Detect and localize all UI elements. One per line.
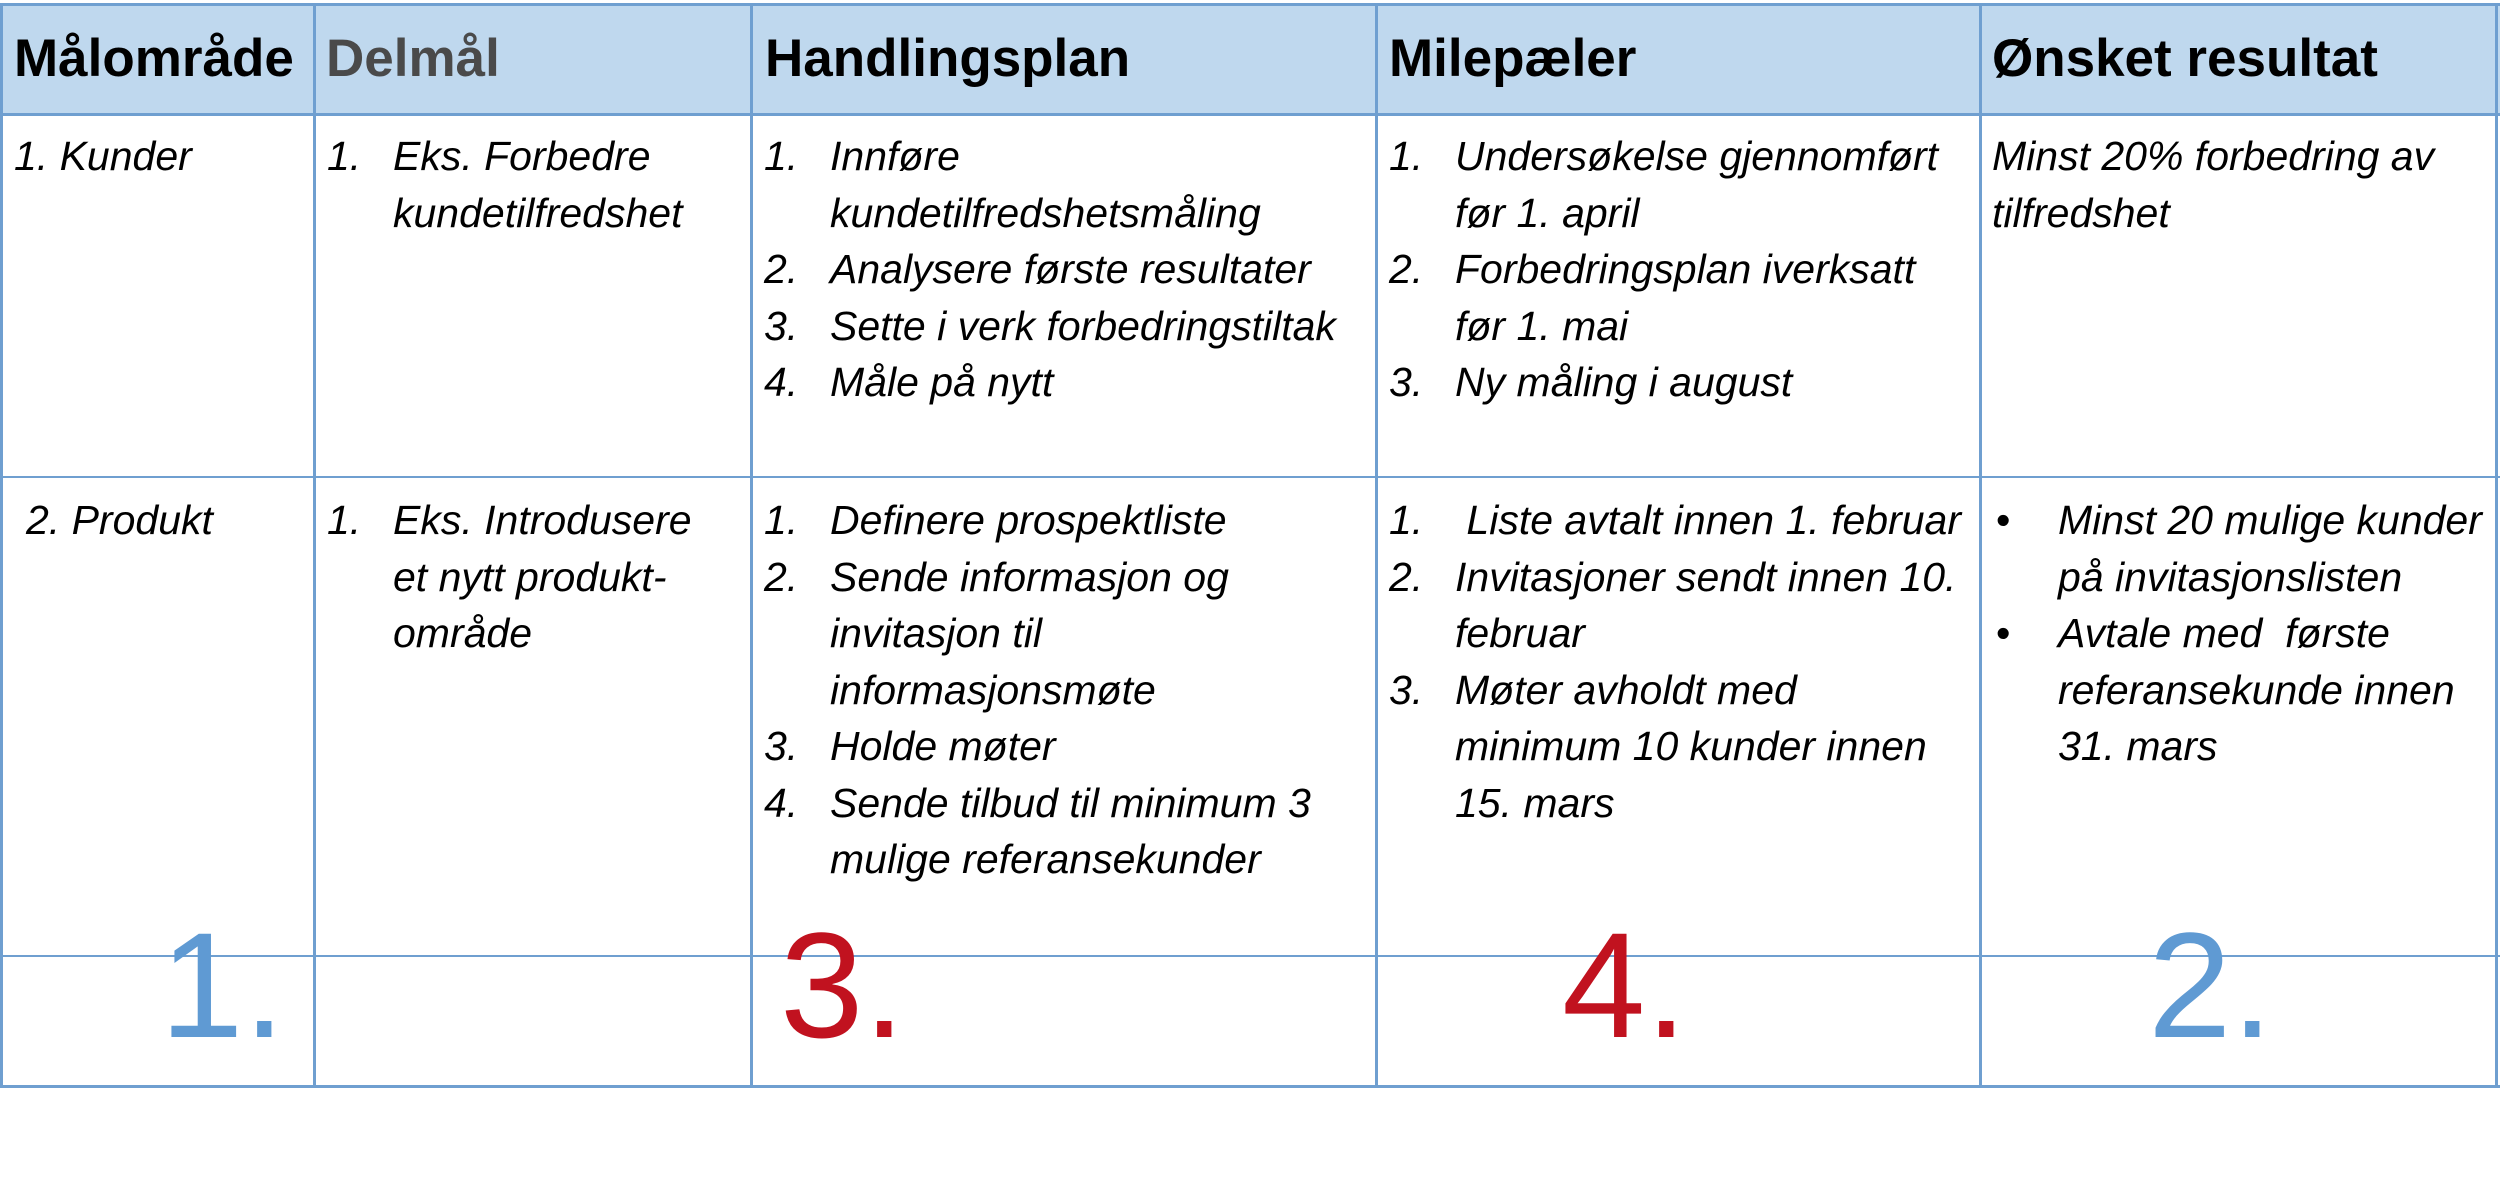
- list-item: 3. Ny måling i august: [1389, 359, 1793, 405]
- row1-goals-cell: [327, 128, 727, 241]
- row2-milestones-cell: [1389, 492, 1974, 831]
- list-item: 4. Måle på nytt: [764, 359, 1054, 405]
- list-item: 3. Møter avholdt med minimum 10 kunder innen 15. mars: [1389, 666, 1927, 826]
- list-item: 1. Innføre kundetilfredshetsmåling: [764, 133, 1261, 236]
- list-item: 1. Liste avtalt innen 1. februar: [1389, 497, 1961, 543]
- list-item: 1. Definere prospektliste: [764, 497, 1227, 543]
- list-item: 1. Undersøkelse gjennomført før 1. april: [1389, 133, 1939, 236]
- grid-line: [0, 3, 3, 1088]
- header-malomrade: Målområde: [14, 29, 294, 88]
- grid-line: [1979, 3, 1982, 1088]
- header-onsket-resultat: Ønsket resultat: [1992, 29, 2378, 88]
- row2-goals-cell: [327, 492, 727, 662]
- row1-area: 1. Kunder: [14, 133, 192, 179]
- order-number-2: 2.: [2148, 901, 2274, 1069]
- grid-line: [750, 3, 753, 1088]
- grid-line: [0, 476, 2500, 478]
- list-item: 3. Sette i verk forbedringstiltak: [764, 302, 1336, 349]
- row2-area: 2. Produkt: [26, 497, 213, 543]
- list-item: 2. Analysere første resultater: [764, 246, 1311, 292]
- order-number-1: 1.: [160, 901, 286, 1069]
- list-item: 2. Forbedringsplan iverksatt før 1. mai: [1389, 246, 1916, 349]
- list-item: 4. Sende tilbud til minimum 3 mulige referansekunder: [764, 779, 1311, 882]
- list-item: 1. Eks. Forbedre kundetilfredshet: [327, 133, 683, 236]
- list-item: 1. Eks. Introdusere et nytt produkt-område: [327, 497, 692, 656]
- grid-line: [2495, 3, 2498, 1088]
- header-handlingsplan: Handlingsplan: [765, 29, 1131, 88]
- row2-area-cell: [26, 492, 308, 549]
- row1-milestones-cell: [1389, 128, 1974, 411]
- header-milepaeler: Milepæler: [1389, 29, 1637, 88]
- list-item: 3. Holde møter: [764, 723, 1056, 769]
- grid-line: [313, 3, 316, 1088]
- list-item: 2. Sende informasjon og invitasjon til informasjonsmøte: [764, 553, 1229, 713]
- row2-plan-cell: [764, 492, 1364, 888]
- list-item: • Minst 20 mulige kunder på invitasjonslisten: [1996, 497, 2482, 600]
- grid-line: [0, 955, 2500, 957]
- row1-area-cell: [14, 128, 306, 185]
- row1-plan-cell: [764, 128, 1364, 411]
- grid-line: [1375, 3, 1378, 1088]
- row1-result: Minst 20% forbedring av tilfredshet: [1992, 133, 2435, 236]
- row1-result-cell: [1992, 128, 2492, 241]
- list-item: 2. Invitasjoner sendt innen 10. februar: [1389, 553, 1957, 656]
- order-number-3: 3.: [780, 901, 906, 1069]
- grid-line: [0, 1085, 2500, 1088]
- header-delmal: Delmål: [326, 29, 500, 88]
- list-item: • Avtale med første referansekunde innen 31. mars: [1996, 610, 2467, 769]
- row2-result-cell: [1992, 492, 2492, 775]
- order-number-4: 4.: [1562, 901, 1688, 1069]
